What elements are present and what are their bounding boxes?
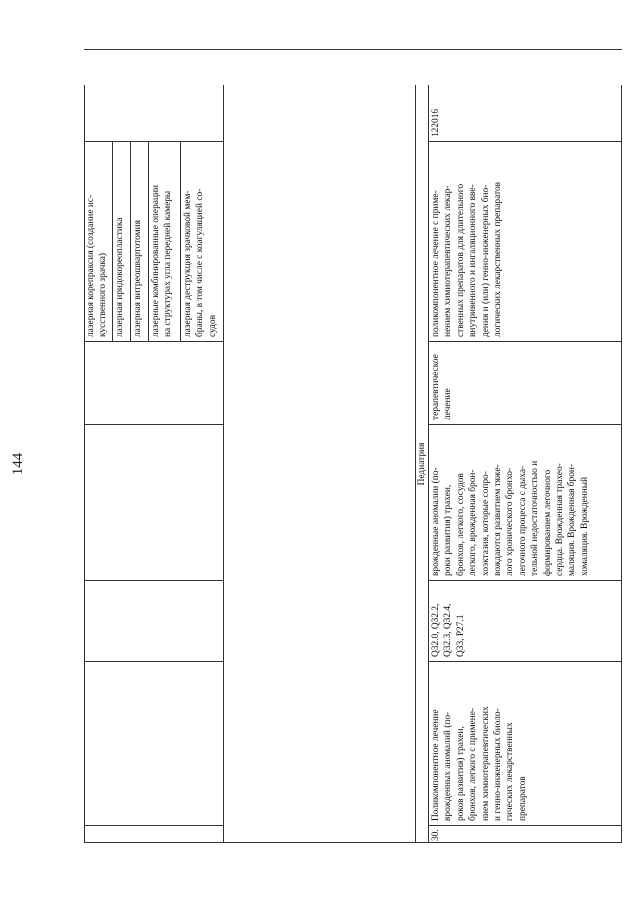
section-title: Педиатрия xyxy=(417,442,427,486)
page-number: 144 xyxy=(10,452,26,476)
procedure-item: лазерная корепраксия (создание ис- кусственного зрачка) xyxy=(86,194,109,337)
col-line xyxy=(84,661,223,662)
procedure-item: лазерная иридокореопластика xyxy=(115,217,125,337)
col-line xyxy=(84,580,223,581)
row-patient-model: врожденные аномалии (по- роки развития) трахеи, бронхов, легкого, сосудов легкого, врожденная брон- хоэктазия, которые сопро- вождаются развитием тяже- лого хронического бронхо- легочного процесса с дыха- тельной недостаточностью и формированием легочного сердца. Врожденная трахео- маляция. Врожденная брон- хомаляция. Врожденный xyxy=(431,460,590,576)
col-line xyxy=(84,825,223,826)
row-number: 30. xyxy=(431,829,441,841)
row-icd-codes: Q32.0, Q32.2, Q32.3, Q32.4, Q33, P27.1 xyxy=(431,603,466,657)
row-treatment-method: поликомпонентное лечение с приме- нением химиотерапевтических лекар- ственных препаратов для длительного внутривенного и ингаляционного вве- дения и (или) генно-инженерных био- логических лекарственных препаратов xyxy=(431,181,504,337)
row-name: Поликомпонентное лечение врожденных аномалий (по- роков развития) трахеи, бронхов, легкого с примене- нием химиотерапевтических и генно-инженерных биоло- гических лекарственных препаратов xyxy=(431,706,528,821)
procedure-item: лазерная деструкция зрачковой мем- браны, в том числе с коагуляцией со- судов xyxy=(183,188,218,337)
col-line xyxy=(84,424,223,425)
procedure-item: лазерная витреошвартотомия xyxy=(133,220,143,337)
rotated-page xyxy=(10,85,622,843)
procedure-list xyxy=(84,142,223,342)
procedure-item: лазерные комбинированные операции на структурах угла передней камеры xyxy=(151,185,174,337)
table-border-right xyxy=(84,49,622,50)
row-cost: 122016 xyxy=(431,108,441,137)
row-treatment-type: терапевтическое лечение xyxy=(431,354,454,420)
top-block-divider xyxy=(223,85,224,843)
